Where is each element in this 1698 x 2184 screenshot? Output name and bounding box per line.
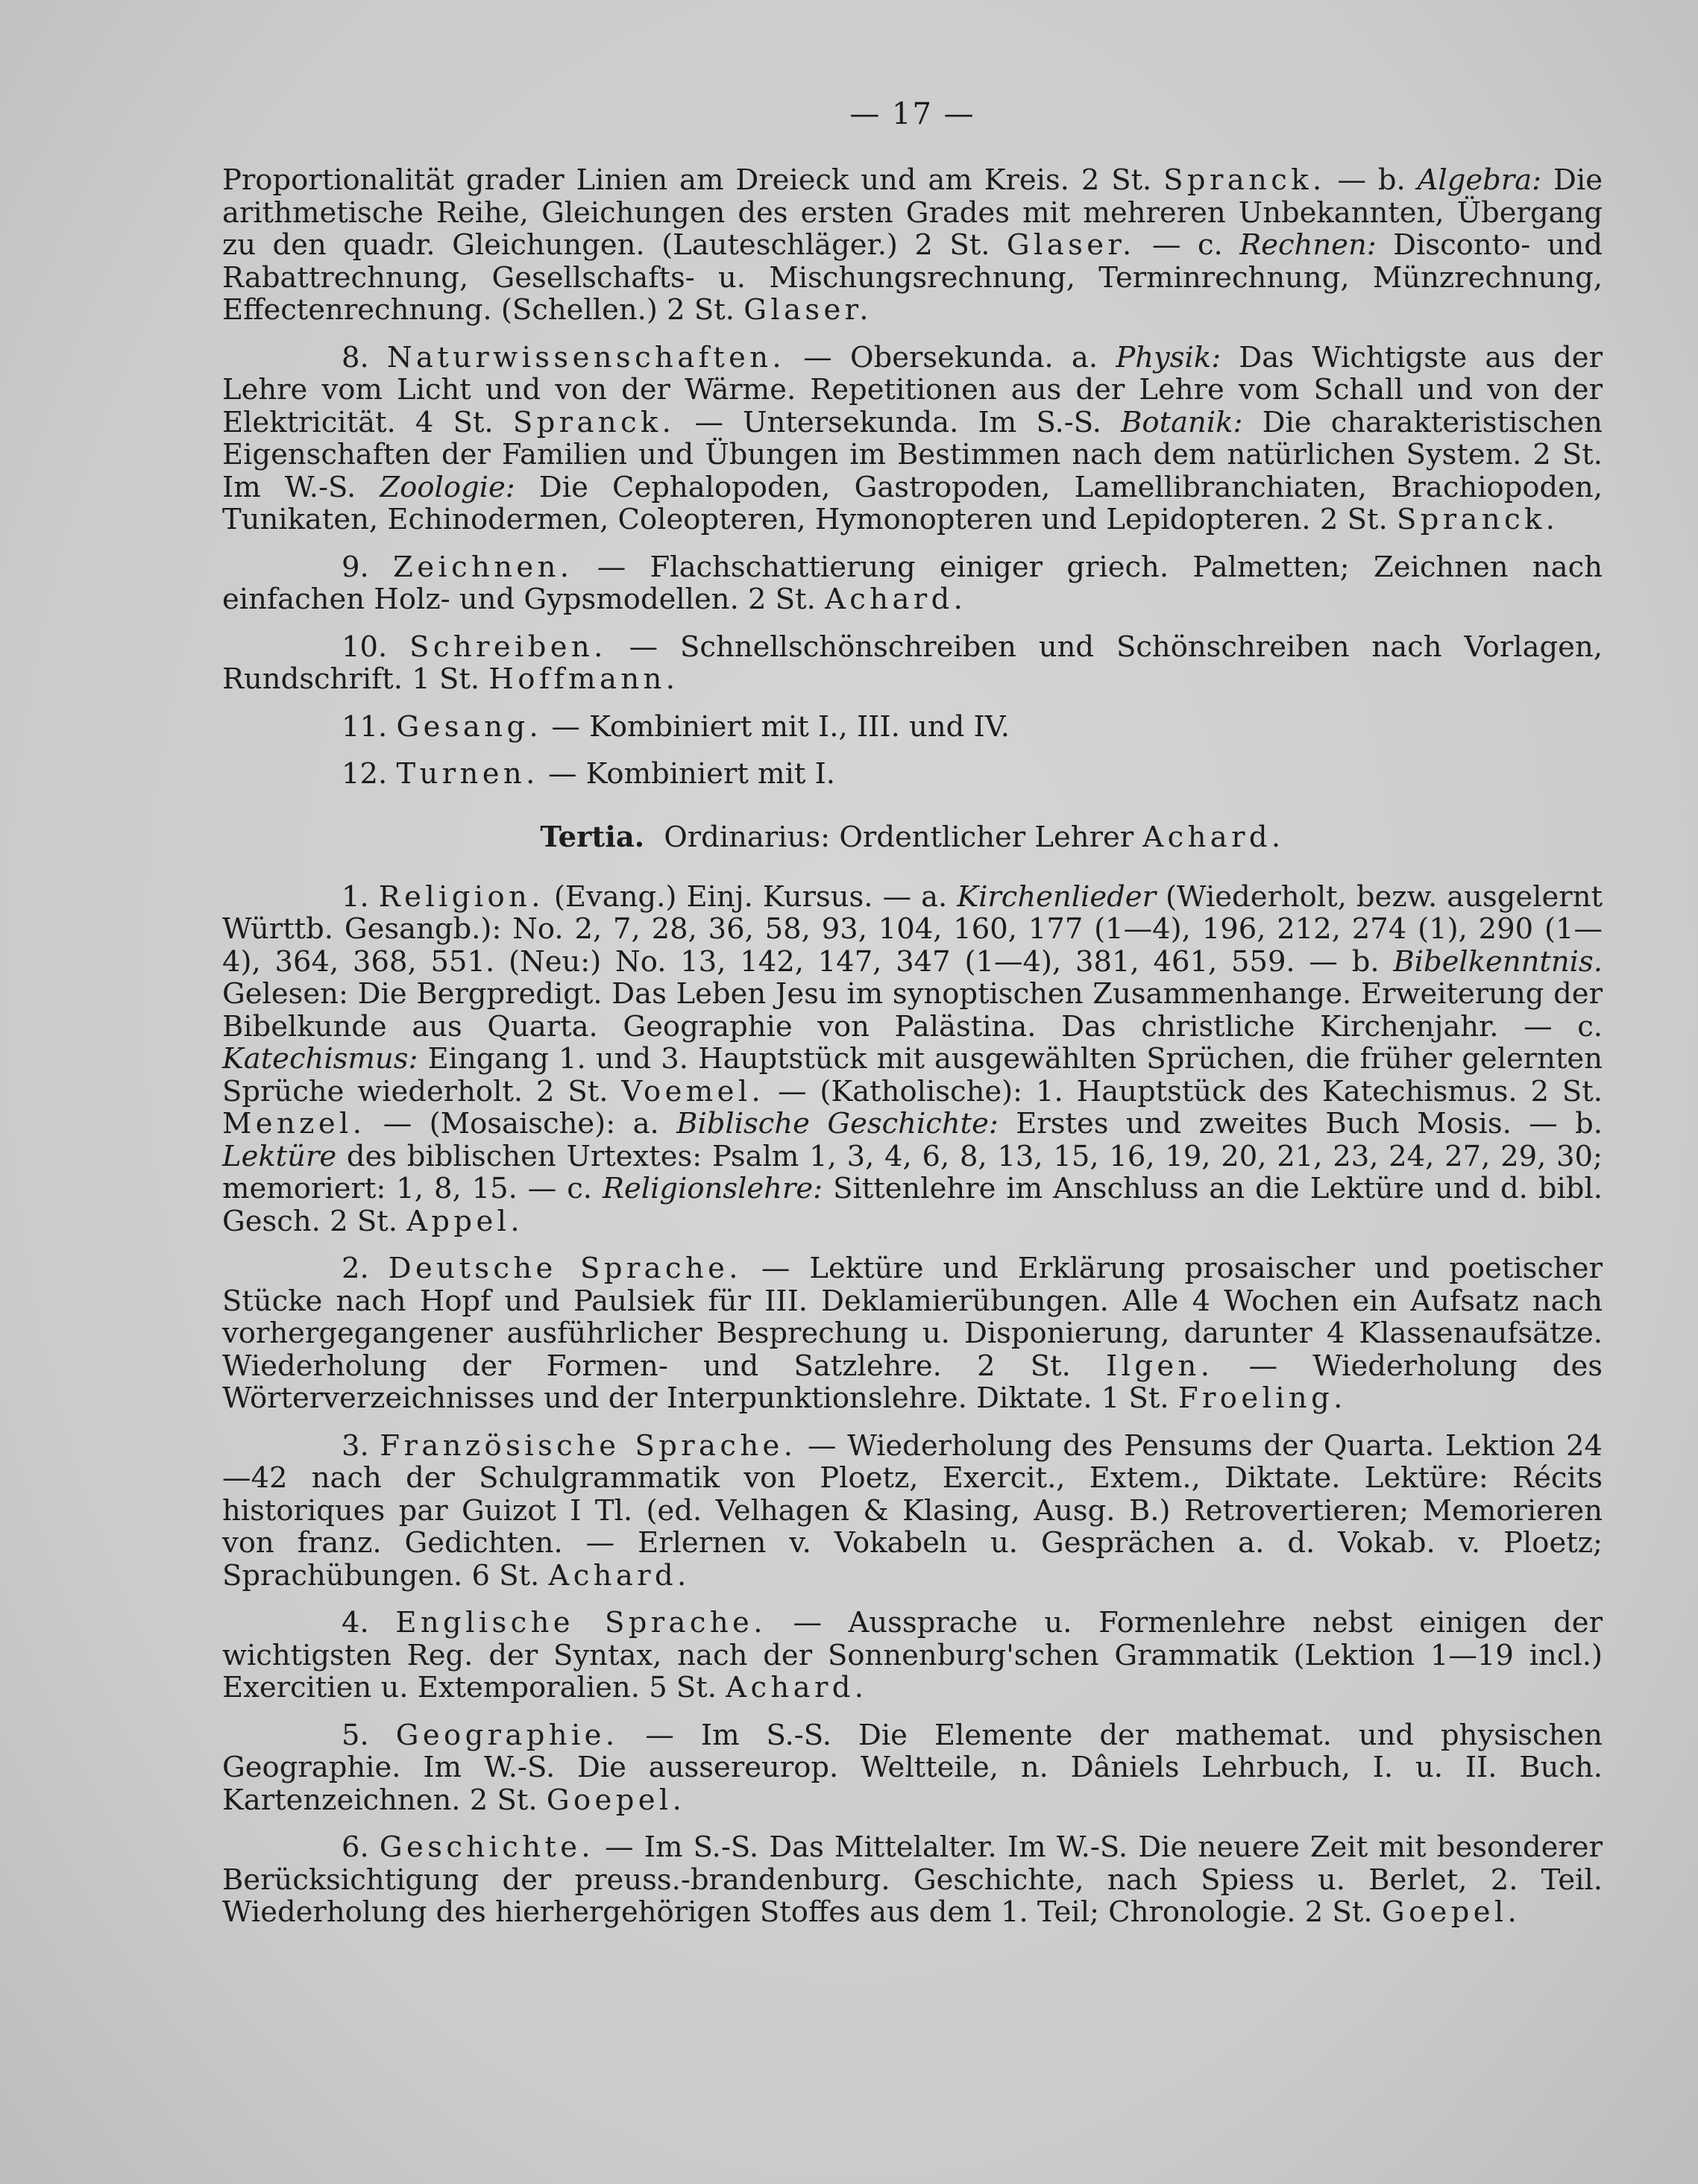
text: — Kombiniert mit I., III. und IV. [542, 709, 1010, 744]
teacher-name: Voemel. [621, 1074, 765, 1108]
text: Die arithmetische Reihe, Gleichungen des ersten Grades mit mehreren Unbekannten, Übergang zu den quadr. Gleichungen. (Lauteschläger.) 2 St. [222, 163, 1603, 262]
teacher-name: Achard. [726, 1671, 868, 1704]
item-number: 10. [342, 630, 410, 664]
text: (Wiederholt, bezw. ausgelernt Württb. Gesangb.): No. 2, 7, 28, 36, 58, 93, 104, 160, 177 (1—4), 196, 212, 274 (1), 290 (1—4), 364, 368, 551. (Neu:) No. 13, 142, 147, 347 (1—4), 381, 461, 559. — b. [222, 879, 1603, 979]
topic-italic: Lektüre [222, 1139, 337, 1173]
text: — Obersekunda. a. [785, 340, 1116, 374]
teacher-name: Goepel. [1381, 1895, 1521, 1929]
paragraph-geographie [222, 1719, 1603, 1817]
text: Sittenlehre im Anschluss an die Lektüre und d. bibl. Gesch. 2 St. [222, 1172, 1603, 1238]
text: — Kombiniert mit I. [538, 757, 836, 791]
item-number: 4. [342, 1606, 396, 1639]
text: Eingang 1. und 3. Hauptstück mit ausgewählten Sprüchen, die früher gelernten Sprüche wiederholt. 2 St. [222, 1042, 1603, 1108]
subject-heading: Geschichte. [379, 1830, 594, 1864]
subject-heading: Schreiben. [409, 630, 607, 664]
subject-heading: Französische Sprache. [380, 1428, 797, 1463]
subject-heading: Zeichnen. [393, 550, 573, 584]
teacher-name: Glaser. [743, 293, 872, 327]
teacher-name: Spranck. [512, 405, 676, 439]
paragraph-mathematik-continued [222, 164, 1603, 327]
paragraph-zeichnen [222, 551, 1603, 616]
item-number: 5. [342, 1718, 396, 1752]
text: — Untersekunda. Im S.-S. [675, 405, 1122, 439]
text: — Aussprache u. Formenlehre nebst einigen der wichtigsten Reg. der Syntax, nach der Sonnenburg'schen Grammatik (Lektion 1—19 incl.) Exercitien u. Extemporalien. 5 St. [222, 1606, 1603, 1704]
teacher-name: Achard. [548, 1558, 691, 1592]
text: (Evang.) Einj. Kursus. — a. [544, 879, 958, 914]
topic-italic: Algebra: [1417, 163, 1542, 197]
teacher-name: Achard. [1142, 820, 1285, 854]
text: — Lektüre und Erklärung prosaischer und poetischer Stücke nach Hopf und Paulsiek für III. Deklamierübungen. Alle 4 Wochen ein Aufsatz nach vorhergegangener ausführlicher Besprechung u. Disponierung, darunter 4 Klassenaufsätze. Wiederholung der Formen- und Satzlehre. 2 St. [222, 1252, 1603, 1383]
text: Gelesen: Die Bergpredigt. Das Leben Jesu im synoptischen Zusammenhange. Erweiterung der Bibelkunde aus Quarta. Geographie von Palästina. Das christliche Kirchenjahr. — c. [222, 977, 1603, 1044]
paragraph-gesang [222, 711, 1603, 744]
teacher-name: Ilgen. [1106, 1349, 1214, 1383]
item-number: 6. [342, 1830, 380, 1864]
text: Die charakteristischen Eigenschaften der Familien und Übungen im Bestimmen nach dem natürlichen System. 2 St. Im W.-S. [222, 405, 1603, 504]
text: — Flachschattierung einiger griech. Palmetten; Zeichnen nach einfachen Holz- und Gypsmodellen. 2 St. [222, 550, 1603, 616]
topic-italic: Kirchenlieder [957, 879, 1156, 914]
teacher-name: Appel. [406, 1204, 523, 1238]
topic-italic: Bibelkenntnis. [1393, 944, 1603, 979]
subject-heading: Geographie. [395, 1718, 619, 1752]
page-number: — 17 — [849, 97, 975, 131]
teacher-name: Hoffmann. [488, 662, 679, 696]
teacher-name: Glaser. [1006, 228, 1136, 262]
paragraph-religion [222, 881, 1603, 1238]
section-heading-tertia [222, 820, 1603, 854]
text: — c. [1135, 228, 1240, 262]
topic-italic: Biblische Geschichte: [676, 1107, 999, 1140]
text: — Schnellschönschreiben und Schönschreiben nach Vorlagen, Rundschrift. 1 St. [222, 630, 1603, 696]
item-number: 1. [342, 879, 379, 914]
text: — Wiederholung des Wörterverzeichnisses und der Interpunktionslehre. Diktate. 1 St. [222, 1349, 1603, 1415]
text: Die Cephalopoden, Gastropoden, Lamellibranchiaten, Brachiopoden, Tunikaten, Echinodermen, Coleopteren, Hymonopteren und Lepidopteren. 2 St. [222, 470, 1603, 536]
item-number: 3. [342, 1428, 380, 1463]
subject-heading: Naturwissenschaften. [386, 340, 786, 374]
paragraph-englische-sprache [222, 1607, 1603, 1704]
topic-italic: Botanik: [1121, 405, 1243, 439]
paragraph-franzoesische-sprache [222, 1430, 1603, 1592]
subject-heading: Religion. [378, 879, 544, 914]
subject-heading: Gesang. [396, 709, 543, 744]
text: — (Mosaische): a. [365, 1107, 677, 1140]
text: — (Katholische): 1. Hauptstück des Katechismus. 2 St. [764, 1074, 1603, 1108]
text: Erstes und zweites Buch Mosis. — b. [998, 1107, 1603, 1140]
text: — b. [1325, 163, 1418, 197]
teacher-name: Menzel. [222, 1107, 366, 1140]
section-title: Tertia. [540, 820, 645, 854]
item-number: 2. [342, 1252, 389, 1285]
topic-italic: Physik: [1116, 340, 1221, 374]
paragraph-schreiben [222, 631, 1603, 696]
text: — Im S.-S. Das Mittelalter. Im W.-S. Die neuere Zeit mit besonderer Berücksichtigung der preuss.-brandenburg. Geschichte, nach Spiess u. Berlet, 2. Teil. Wiederholung des hierhergehörigen Stoffes aus dem 1. Teil; Chronologie. 2 St. [222, 1830, 1603, 1929]
item-number: 8. [342, 340, 387, 374]
text: Proportionalität grader Linien am Dreieck und am Kreis. 2 St. [222, 163, 1164, 197]
topic-italic: Zoologie: [380, 470, 515, 504]
item-number: 9. [342, 550, 394, 584]
text: des biblischen Urtextes: Psalm 1, 3, 4, 6, 8, 13, 15, 16, 19, 20, 21, 23, 24, 27, 29, 30; memoriert: 1, 8, 15. — c. [222, 1139, 1603, 1205]
paragraph-deutsche-sprache [222, 1252, 1603, 1415]
text: — Wiederholung des Pensums der Quarta. Lektion 24—42 nach der Schulgrammatik von Ploetz, Exercit., Extem., Diktate. Lektüre: Récits historiques par Guizot I Tl. (ed. Velhagen & Klasing, Ausg. B.) Retrovertieren; Memorieren von franz. Gedichten. — Erlernen v. Vokabeln u. Gesprächen a. d. Vokab. v. Ploetz; Sprachübungen. 6 St. [222, 1428, 1603, 1592]
topic-italic: Rechnen: [1239, 228, 1377, 262]
teacher-name: Spranck. [1163, 163, 1326, 197]
subject-heading: Turnen. [396, 757, 539, 791]
topic-italic: Katechismus: [222, 1042, 418, 1076]
teacher-name: Goepel. [546, 1783, 686, 1817]
topic-italic: Religionslehre: [603, 1172, 823, 1205]
text: Disconto- und Rabattrechnung, Gesellschafts- u. Mischungsrechnung, Terminrechnung, Münzrechnung, Effectenrechnung. (Schellen.) 2 St. [222, 228, 1603, 327]
subject-heading: Deutsche Sprache. [388, 1252, 742, 1285]
paragraph-naturwissenschaften [222, 342, 1603, 536]
teacher-name: Spranck. [1396, 503, 1559, 536]
item-number: 12. [342, 757, 397, 791]
teacher-name: Froeling. [1177, 1381, 1347, 1415]
text: — Im S.-S. Die Elemente der mathemat. und physischen Geographie. Im W.-S. Die aussereurop. Weltteile, n. Dâniels Lehrbuch, I. u. II. Buch. Kartenzeichnen. 2 St. [222, 1718, 1603, 1817]
subject-heading: Englische Sprache. [395, 1606, 767, 1639]
teacher-name: Achard. [825, 583, 967, 616]
paragraph-geschichte [222, 1831, 1603, 1929]
item-number: 11. [342, 709, 397, 744]
text: Das Wichtigste aus der Lehre vom Licht und von der Wärme. Repetitionen aus der Lehre vom Schall und von der Elektricität. 4 St. [222, 340, 1603, 439]
ordinarius-text: Ordinarius: Ordentlicher Lehrer [664, 820, 1143, 854]
paragraph-turnen [222, 758, 1603, 791]
